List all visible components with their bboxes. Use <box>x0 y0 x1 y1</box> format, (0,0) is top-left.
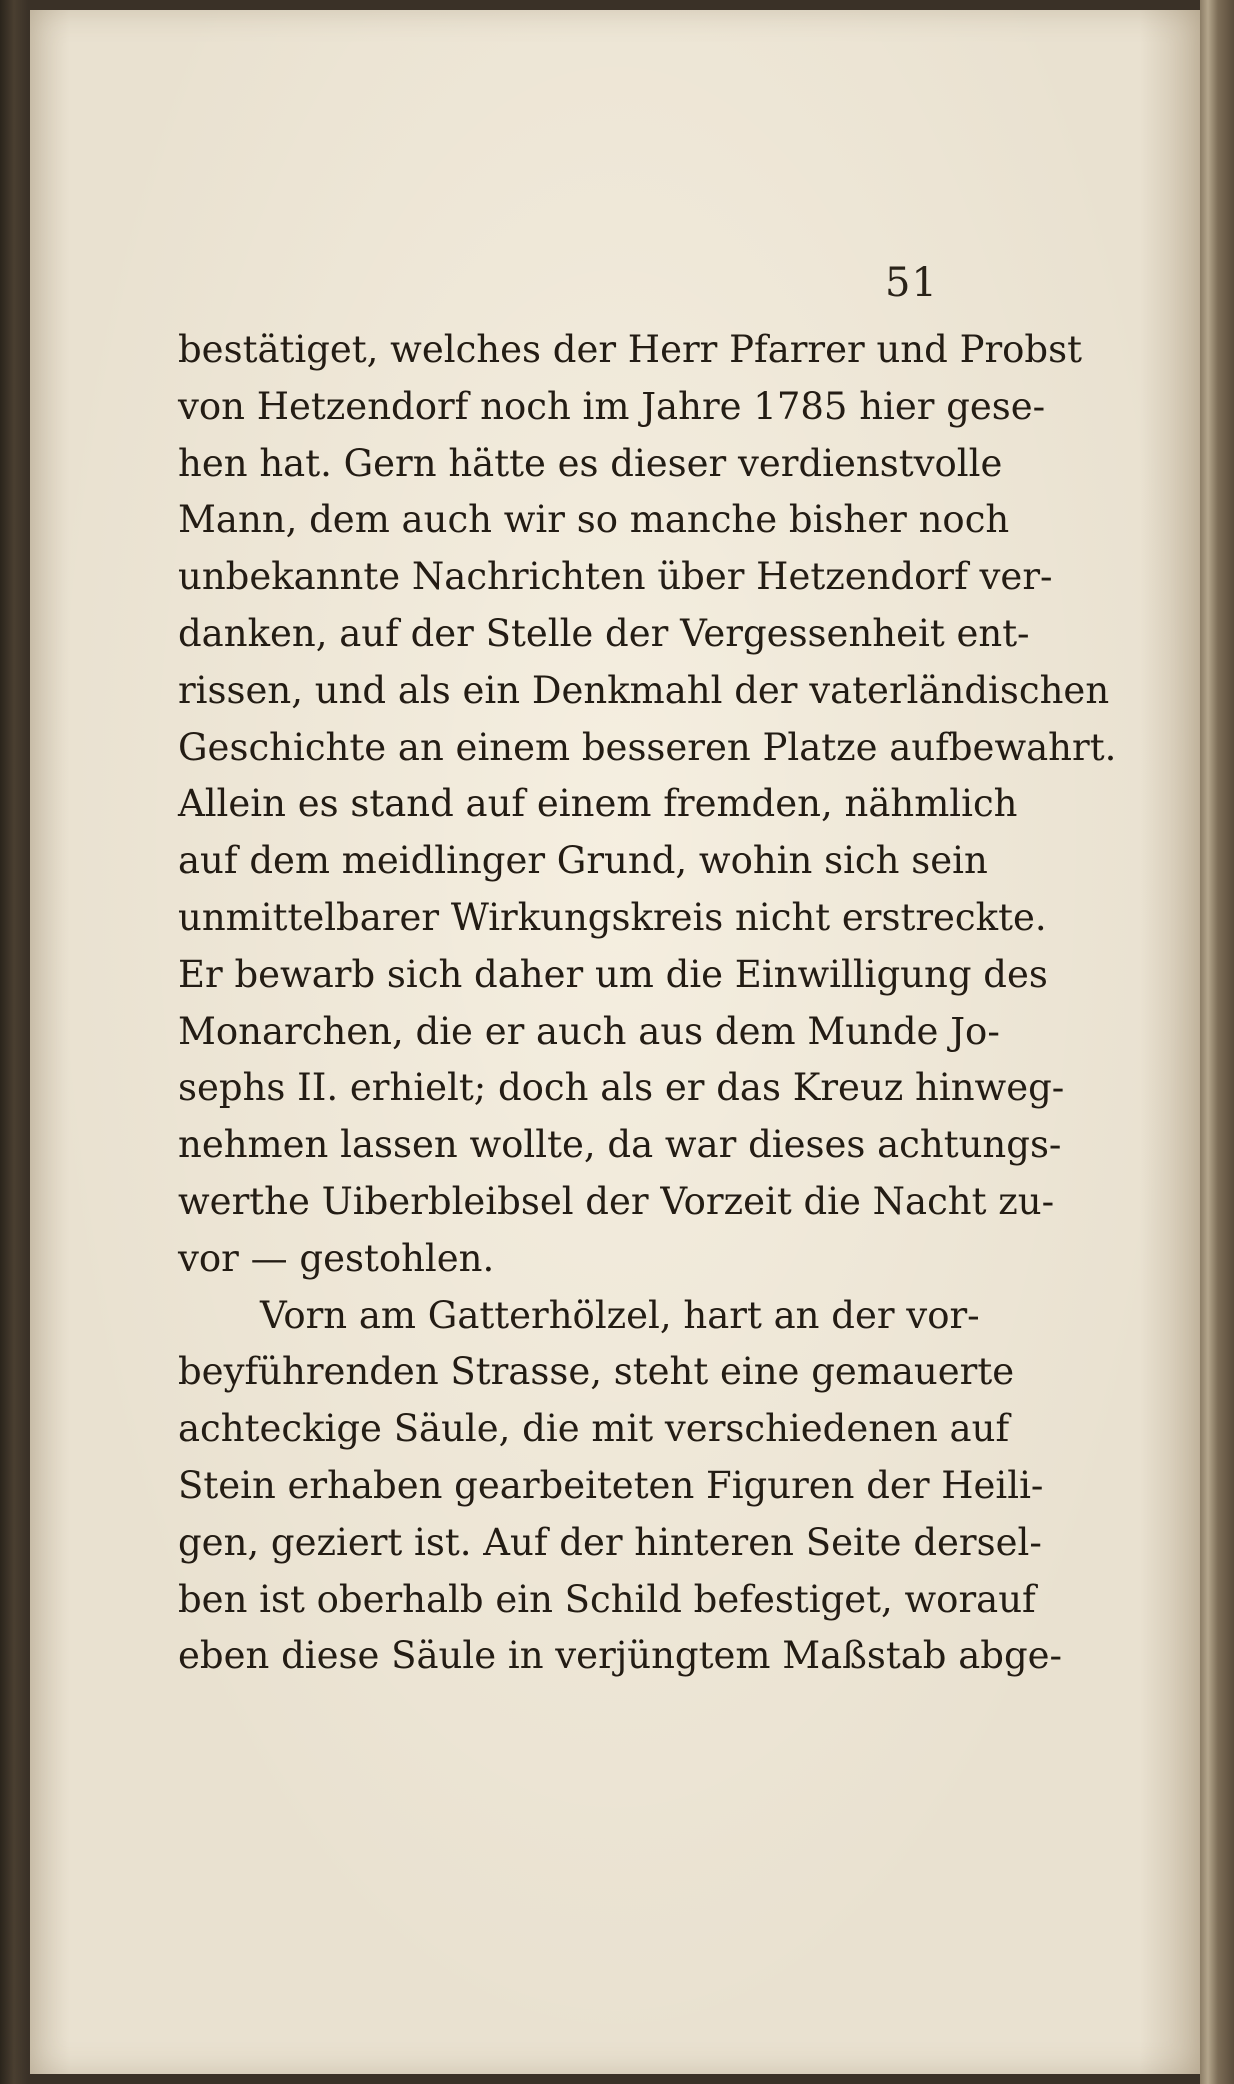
text-line: bestätiget, welches der Herr Pfarrer und Probst <box>178 328 1082 371</box>
body-text <box>178 322 1117 1685</box>
text-line: Geschichte an einem besseren Platze aufbewahrt. <box>178 725 1117 769</box>
text-line: rissen, und als ein Denkmahl der vaterländischen <box>178 668 1110 712</box>
text-line-paragraph-start: Vorn am Gatterhölzel, hart an der vor- <box>260 1293 980 1337</box>
text-line: unmittelbarer Wirkungskreis nicht erstreckte. <box>178 895 1047 939</box>
text-line: sephs II. erhielt; doch als er das Kreuz hinweg- <box>178 1066 1065 1110</box>
text-line: hen hat. Gern hätte es dieser verdienstvolle <box>178 441 1003 485</box>
text-line: beyführenden Strasse, steht eine gemauerte <box>178 1350 1015 1394</box>
text-line: gen, geziert ist. Auf der hinteren Seite dersel- <box>178 1520 1042 1564</box>
text-line: achteckige Säule, die mit verschiedenen auf <box>178 1407 1010 1451</box>
text-line: Mann, dem auch wir so manche bisher noch <box>178 498 1010 542</box>
text-line-paragraph-end: vor — gestohlen. <box>178 1236 495 1280</box>
page-number: 51 <box>885 260 938 306</box>
book-edge <box>1200 0 1234 2084</box>
book-page <box>30 10 1202 2074</box>
text-line: danken, auf der Stelle der Vergessenheit ent- <box>178 611 1030 655</box>
text-line: Allein es stand auf einem fremden, nähmlich <box>178 782 1018 826</box>
text-line: Monarchen, die er auch aus dem Munde Jo- <box>178 1009 1000 1053</box>
text-line: eben diese Säule in verjüngtem Maßstab abge- <box>178 1634 1063 1678</box>
text-line: nehmen lassen wollte, da war dieses achtungs- <box>178 1123 1062 1167</box>
text-line: ben ist oberhalb ein Schild befestiget, worauf <box>178 1577 1036 1621</box>
text-line: auf dem meidlinger Grund, wohin sich sein <box>178 839 988 883</box>
text-line: Stein erhaben gearbeiteten Figuren der Heili- <box>178 1463 1044 1507</box>
text-line: von Hetzendorf noch im Jahre 1785 hier gese- <box>178 384 1046 428</box>
text-line: werthe Uiberbleibsel der Vorzeit die Nacht zu- <box>178 1179 1055 1223</box>
text-line: unbekannte Nachrichten über Hetzendorf ver- <box>178 555 1053 599</box>
text-line: Er bewarb sich daher um die Einwilligung des <box>178 952 1048 996</box>
